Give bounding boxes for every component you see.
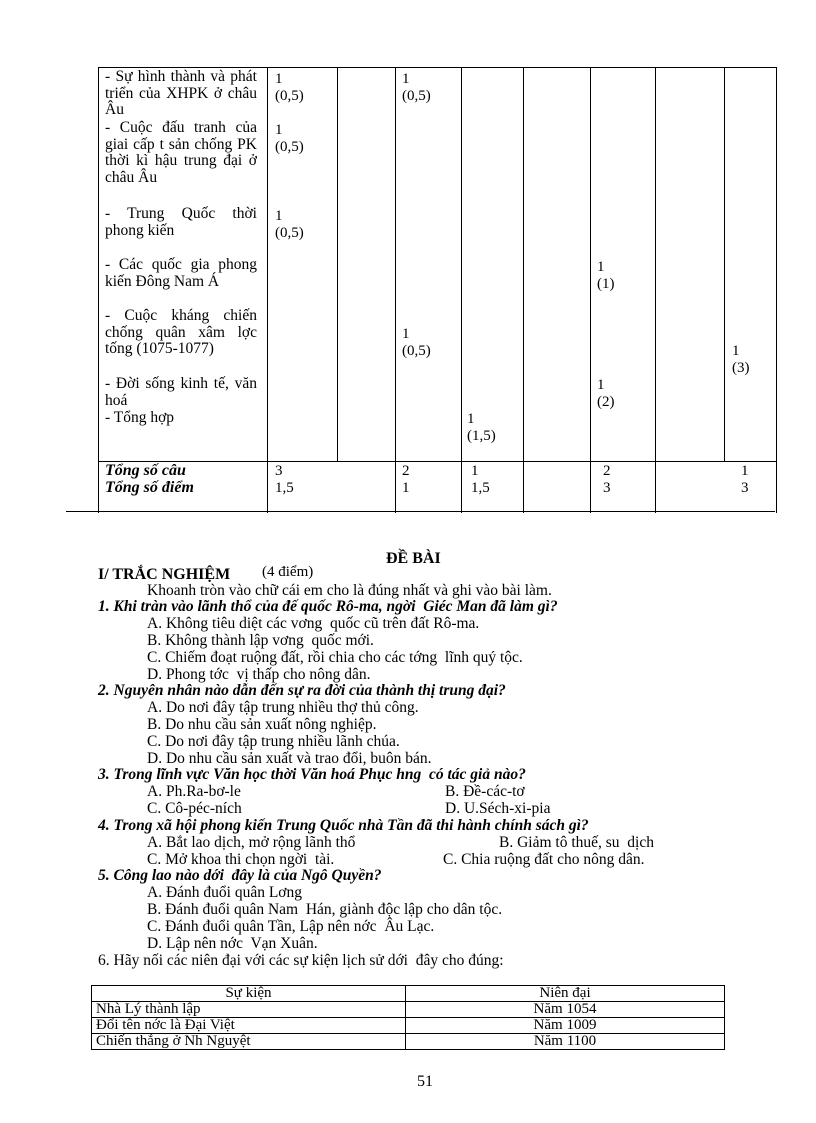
grid-line <box>590 68 591 513</box>
matrix-cell: 1 (0,5) <box>275 122 304 155</box>
answer-option: A. Đánh đuổi quân Lơng <box>147 884 302 901</box>
answer-option: B. Do nhu cầu sản xuất nông nghiệp. <box>147 716 377 733</box>
total-cell: 3 1,5 <box>275 463 294 496</box>
grid-line <box>99 461 776 462</box>
answer-option: A. Do nơi đây tập trung nhiều thợ thủ công. <box>147 699 419 716</box>
total-questions-label: Tổng số câu <box>105 462 186 479</box>
answer-option: C. Chiếm đoạt ruộng đất, rồi chia cho các tớng lĩnh quý tộc. <box>147 649 523 666</box>
event-cell: Nhà Lý thành lập <box>92 1002 406 1018</box>
total-points-label: Tổng số điểm <box>105 479 194 496</box>
table-row <box>92 1034 725 1050</box>
grid-line <box>724 68 725 461</box>
section-points: (4 điểm) <box>262 564 314 580</box>
year-cell: Năm 1009 <box>406 1018 725 1034</box>
grid-line <box>267 68 268 513</box>
question-3: 3. Trong lĩnh vực Văn học thời Văn hoá Phục hng có tác giả nào? <box>98 766 526 783</box>
answer-option: C. Đánh đuổi quân Tần, Lập nên nớc Âu Lạc. <box>147 918 435 935</box>
answer-option: B. Giảm tô thuế, su dịch <box>499 834 654 851</box>
answer-option: B. Đề-các-tơ <box>445 783 525 800</box>
matrix-cell: 1 (0,5) <box>402 71 431 104</box>
total-cell: 2 3 <box>603 463 611 496</box>
topic-item: - Tổng hợp <box>105 409 175 426</box>
grid-line <box>337 68 338 461</box>
total-cell: 1 3 <box>741 463 749 496</box>
table-bottom-line <box>66 511 775 512</box>
grid-line <box>395 68 396 513</box>
answer-option: C. Do nơi đây tập trung nhiều lãnh chúa. <box>147 733 400 750</box>
event-cell: Đổi tên nớc là Đại Việt <box>92 1018 406 1034</box>
topic-item: - Các quốc gia phong kiến Đông Nam Á <box>105 256 257 290</box>
instruction: Khoanh tròn vào chữ cái em cho là đúng nhất và ghi vào bài làm. <box>147 582 552 599</box>
exam-title: ĐỀ BÀI <box>386 550 441 567</box>
page-number: 51 <box>417 1073 433 1090</box>
total-cell: 2 1 <box>402 463 410 496</box>
question-4: 4. Trong xã hội phong kiến Trung Quốc nhà Tần đã thi hành chính sách gì? <box>98 817 589 834</box>
answer-option: B. Không thành lập vơng quốc mới. <box>147 632 374 649</box>
answer-option: D. Phong tớc vị thấp cho nông dân. <box>147 666 371 683</box>
table-header-row <box>92 986 725 1002</box>
question-1: 1. Khi tràn vào lãnh thổ của đế quốc Rô-ma, ngời Giéc Man đã làm gì? <box>98 598 558 615</box>
total-cell: 1 1,5 <box>471 463 490 496</box>
matrix-cell: 1 (2) <box>597 377 615 410</box>
table-row <box>92 1002 725 1018</box>
answer-option: B. Đánh đuổi quân Nam Hán, giành độc lập cho dân tộc. <box>147 901 503 918</box>
grid-line <box>461 68 462 513</box>
matrix-cell: 1 (0,5) <box>275 71 304 104</box>
topic-item: - Trung Quốc thời phong kiến <box>105 205 257 239</box>
section-heading: I/ TRẮC NGHIỆM <box>98 566 231 583</box>
answer-option: A. Bắt lao dịch, mở rộng lãnh thổ <box>147 834 356 851</box>
topic-item: - Cuộc kháng chiến chống quân xâm lợc tống (1075-1077) <box>105 307 257 357</box>
answer-option: C. Chia ruộng đất cho nông dân. <box>443 851 645 868</box>
answer-option: C. Cô-péc-ních <box>147 800 242 817</box>
year-cell: Năm 1054 <box>406 1002 725 1018</box>
answer-option: D. U.Séch-xi-pia <box>445 800 551 817</box>
question-2: 2. Nguyên nhân nào dẫn đến sự ra đời của thành thị trung đại? <box>98 682 506 699</box>
answer-option: A. Không tiêu diệt các vơng quốc cũ trên đất Rô-ma. <box>147 615 480 632</box>
matrix-cell: 1 (0,5) <box>275 208 304 241</box>
matrix-cell: 1 (3) <box>732 343 750 376</box>
table-header: Niên đại <box>406 986 725 1002</box>
matrix-cell: 1 (1,5) <box>467 411 496 444</box>
answer-option: D. Lập nên nớc Vạn Xuân. <box>147 935 318 952</box>
question-5: 5. Công lao nào dới đây là của Ngô Quyền? <box>98 867 382 884</box>
question-6: 6. Hãy nối các niên đại với các sự kiện lịch sử dới đây cho đúng: <box>98 952 504 969</box>
topic-item: - Sự hình thành và phát triển của XHPK ở châu Âu <box>105 68 257 118</box>
table-header: Sự kiện <box>92 986 406 1002</box>
answer-option: D. Do nhu cầu sản xuất và trao đổi, buôn bán. <box>147 750 432 767</box>
topic-item: - Cuộc đấu tranh của giai cấp t sản chống PK thời kì hậu trung đại ở châu Âu <box>105 119 257 186</box>
matrix-cell: 1 (1) <box>597 259 615 292</box>
year-cell: Năm 1100 <box>406 1034 725 1050</box>
matrix-cell: 1 (0,5) <box>402 326 431 359</box>
matching-table <box>91 985 725 1050</box>
grid-line <box>655 68 656 513</box>
answer-option: C. Mở khoa thi chọn ngời tài. <box>147 851 335 868</box>
answer-option: A. Ph.Ra-bơ-le <box>147 783 241 800</box>
event-cell: Chiến thắng ở Nh Nguyệt <box>92 1034 406 1050</box>
table-row <box>92 1018 725 1034</box>
topic-item: - Đời sống kinh tế, văn hoá <box>105 375 257 409</box>
grid-line <box>523 68 524 513</box>
